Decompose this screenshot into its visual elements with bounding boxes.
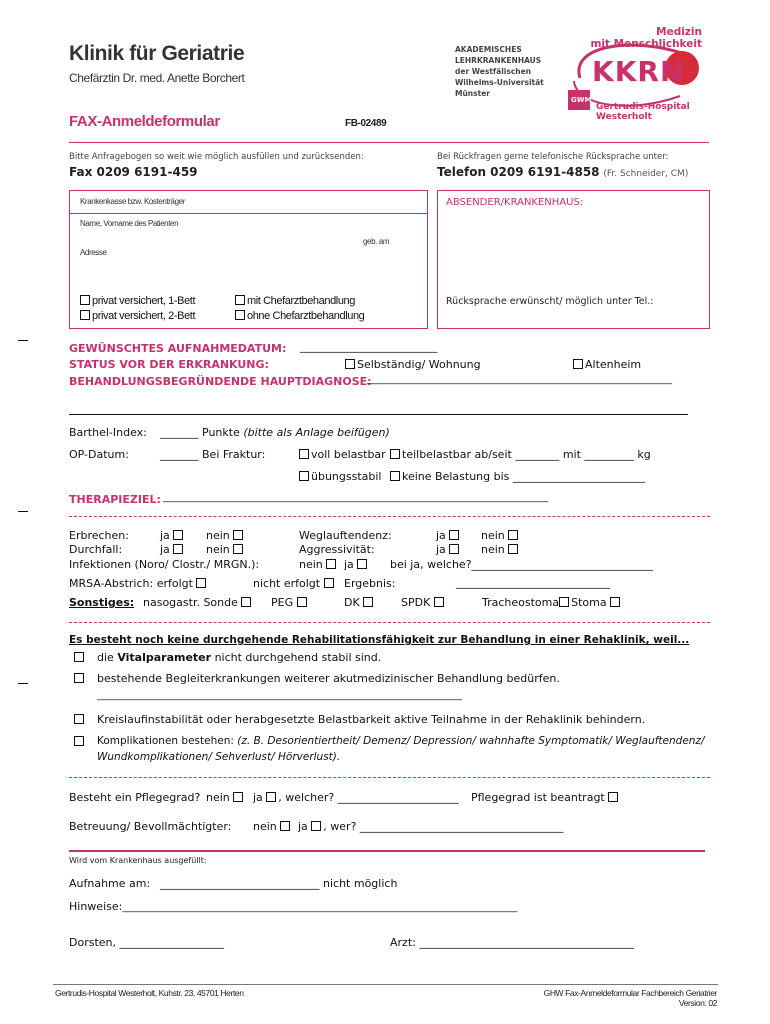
rehab-complications-text-2: Wundkomplikationen/ Sehverlust/ Hörverlust). <box>97 751 341 763</box>
fax-number: Fax 0209 6191-459 <box>69 165 198 179</box>
fill-instruction: Bitte Anfragebogen so weit wie möglich ausfüllen und zurücksenden: <box>69 152 364 162</box>
checkbox-icon[interactable] <box>449 544 459 554</box>
chief-treatment-option[interactable]: mit Chefarztbehandlung <box>235 295 355 307</box>
checkbox-icon[interactable] <box>311 821 321 831</box>
therapy-goal-label: THERAPIEZIEL: <box>69 493 161 506</box>
checkbox-icon[interactable] <box>357 559 367 569</box>
margin-mark <box>18 683 28 684</box>
checkbox-icon[interactable] <box>173 530 183 540</box>
care-grade-yes[interactable]: ja , welcher? ______________________ <box>253 791 459 804</box>
checkbox-icon[interactable] <box>345 359 355 369</box>
infection-no[interactable]: nein <box>299 558 338 571</box>
no-load-option[interactable]: keine Belastung bis ________________________ <box>390 470 645 483</box>
rehab-heading: Es besteht noch keine durchgehende Rehabilitationsfähigkeit zur Behandlung in einer Rehaklinik, weil... <box>69 634 690 646</box>
care-grade-no[interactable]: nein <box>206 791 245 804</box>
callback-label: Rücksprache erwünscht/ möglich unter Tel.: <box>446 296 654 307</box>
checkbox-icon[interactable] <box>608 792 618 802</box>
margin-mark <box>18 511 28 512</box>
dob-label: geb. am <box>363 237 390 246</box>
academic-hospital-block: AKADEMISCHES LEHRKRANKENHAUS der Westfälischen Wilhelms-Universität Münster <box>455 45 544 98</box>
checkbox-icon[interactable] <box>326 559 336 569</box>
insurer-label: Krankenkasse bzw. Kostenträger <box>80 197 185 206</box>
checkbox-icon[interactable] <box>233 792 243 802</box>
tracheostoma-option[interactable]: Tracheostoma Stoma <box>482 596 622 609</box>
form-title: FAX-Anmeldeformular <box>69 113 220 130</box>
sender-box <box>437 190 710 329</box>
phone-number: Telefon 0209 6191-4858 <box>437 165 600 179</box>
checkbox-icon[interactable] <box>434 597 444 607</box>
exercise-stable-option[interactable]: übungsstabil <box>299 470 382 483</box>
status-independent-option[interactable]: Selbständig/ Wohnung <box>345 358 481 371</box>
wandering-yes[interactable]: ja <box>436 529 461 542</box>
diarrhea-label: Durchfall: <box>69 543 123 556</box>
dk-option[interactable]: DK <box>344 596 375 609</box>
infection-which-field[interactable]: bei ja, welche?_________________________________ <box>390 558 654 571</box>
checkbox-icon[interactable] <box>266 792 276 802</box>
dashed-divider <box>69 516 710 517</box>
barthel-label: Barthel-Index: <box>69 426 147 439</box>
checkbox-icon[interactable] <box>390 471 400 481</box>
checkbox-icon[interactable] <box>610 597 620 607</box>
mrsa-result-field[interactable]: ____________________________ <box>456 576 610 589</box>
full-weight-option[interactable]: voll belastbar <box>299 448 386 461</box>
form-code: FB-02489 <box>345 118 387 129</box>
mrsa-label: MRSA-Abstrich: erfolgt <box>69 577 208 590</box>
checkbox-icon[interactable] <box>280 821 290 831</box>
checkbox-icon[interactable] <box>74 652 84 662</box>
private-2bed-option[interactable]: privat versichert, 2-Bett <box>80 310 195 322</box>
rehab-complications-text: Komplikationen bestehen: (z. B. Desorientiertheit/ Demenz/ Depression/ wahnhafte Symptomatik/ Weglauftendenz/ <box>97 735 705 747</box>
checkbox-icon[interactable] <box>80 310 90 320</box>
kkrn-logo <box>560 26 710 126</box>
vomiting-yes[interactable]: ja <box>160 529 185 542</box>
nasogastric-option[interactable]: nasogastr. Sonde <box>143 596 253 609</box>
checkbox-icon[interactable] <box>233 530 243 540</box>
diagnosis-label: BEHANDLUNGSBEGRÜNDENDE HAUPTDIAGNOSE: <box>69 375 372 388</box>
vomiting-no[interactable]: nein <box>206 529 245 542</box>
place-field[interactable]: Dorsten, ___________________ <box>69 936 225 949</box>
op-date-field[interactable]: _______ Bei Fraktur: <box>160 448 266 461</box>
aggression-no[interactable]: nein <box>481 543 520 556</box>
private-1bed-option[interactable]: privat versichert, 1-Bett <box>80 295 195 307</box>
status-label: STATUS VOR DER ERKRANKUNG: <box>69 358 269 371</box>
checkbox-icon[interactable] <box>235 310 245 320</box>
care-grade-label: Besteht ein Pflegegrad? <box>69 791 201 804</box>
checkbox-icon[interactable] <box>173 544 183 554</box>
checkbox-icon[interactable] <box>324 578 334 588</box>
rehab-complications-option[interactable] <box>74 735 86 748</box>
checkbox-icon[interactable] <box>241 597 251 607</box>
diarrhea-yes[interactable]: ja <box>160 543 185 556</box>
diagnosis-line-2[interactable] <box>69 414 688 415</box>
aggression-yes[interactable]: ja <box>436 543 461 556</box>
checkbox-icon[interactable] <box>74 673 84 683</box>
barthel-hint: (bitte als Anlage beifügen) <box>243 426 390 439</box>
checkbox-icon[interactable] <box>235 295 245 305</box>
infection-label: Infektionen (Noro/ Clostr./ MRGN.): <box>69 558 260 571</box>
diarrhea-no[interactable]: nein <box>206 543 245 556</box>
checkbox-icon[interactable] <box>299 471 309 481</box>
op-date-label: OP-Datum: <box>69 448 129 461</box>
checkbox-icon[interactable] <box>80 295 90 305</box>
chief-doctor: Chefärztin Dr. med. Anette Borchert <box>69 71 245 85</box>
checkbox-icon[interactable] <box>449 530 459 540</box>
therapy-goal-field[interactable]: _____________________________________________________________________________ <box>163 492 548 503</box>
doctor-field[interactable]: Arzt: _______________________________________ <box>390 936 634 949</box>
admission-on-label: Aufnahme am: <box>69 877 151 890</box>
guardian-label: Betreuung/ Bevollmächtigter: <box>69 820 232 833</box>
checkbox-icon[interactable] <box>74 736 84 746</box>
phone-line <box>437 165 688 179</box>
checkbox-icon[interactable] <box>363 597 373 607</box>
spdk-option[interactable]: SPDK <box>401 596 446 609</box>
checkbox-icon[interactable] <box>196 578 206 588</box>
dashed-divider <box>69 622 710 623</box>
rehab-vital-option[interactable] <box>74 651 86 664</box>
diagnosis-field[interactable]: _____________________________________________________________ <box>367 374 672 385</box>
clinic-title: Klinik für Geriatrie <box>69 42 245 65</box>
sender-title: ABSENDER/KRANKENHAUS: <box>446 197 584 208</box>
rehab-vital-text: die Vitalparameter nicht durchgehend stabil sind. <box>97 651 382 664</box>
rehab-circulation-option[interactable] <box>74 713 86 726</box>
admission-on-field[interactable]: _____________________________ nicht möglich <box>160 877 398 890</box>
guardian-yes[interactable]: ja , wer? _____________________________________ <box>298 820 564 833</box>
logo-hospital: Gertrudis-Hospital Westerholt <box>596 102 690 122</box>
vomiting-label: Erbrechen: <box>69 529 129 542</box>
checkbox-icon[interactable] <box>508 530 518 540</box>
checkbox-icon[interactable] <box>573 359 583 369</box>
partial-weight-option[interactable]: teilbelastbar ab/seit ________ mit _________ kg <box>390 448 651 461</box>
phone-contact: (Fr. Schneider, CM) <box>603 169 689 179</box>
footer-address: Gertrudis-Hospital Westerholt, Kuhstr. 23, 45701 Herten <box>55 988 244 998</box>
margin-mark <box>18 340 28 341</box>
notes-field[interactable]: Hinweise:_______________________________________________________________________________ <box>69 900 518 913</box>
no-chief-treatment-option[interactable]: ohne Chefarztbehandlung <box>235 310 364 322</box>
address-label: Adresse <box>80 248 107 257</box>
checkbox-icon[interactable] <box>559 597 569 607</box>
admission-date-label: GEWÜNSCHTES AUFNAHMEDATUM: <box>69 342 287 355</box>
infection-yes[interactable]: ja <box>344 558 369 571</box>
patient-box <box>69 190 428 329</box>
footer-form-name: GHW Fax-Anmeldeformular Fachbereich Geriatrier <box>543 988 717 998</box>
barthel-field[interactable]: _______ Punkte (bitte als Anlage beifügen) <box>160 426 390 439</box>
checkbox-icon[interactable] <box>297 597 307 607</box>
footer-version: Version: 02 <box>678 998 717 1008</box>
admission-date-field[interactable]: _________________________ <box>300 340 438 353</box>
logo-slogan: Medizin mit Menschlichkeit <box>590 26 702 50</box>
care-grade-applied-option[interactable]: Pflegegrad ist beantragt <box>471 791 620 804</box>
checkbox-icon[interactable] <box>390 449 400 459</box>
checkbox-icon[interactable] <box>508 544 518 554</box>
peg-option[interactable]: PEG <box>271 596 309 609</box>
rehab-comorbidity-text: bestehende Begleiterkrankungen weiterer akutmedizinischer Behandlung bedürfen. <box>97 672 560 685</box>
aggression-label: Aggressivität: <box>299 543 375 556</box>
other-label: Sonstiges: <box>69 596 135 609</box>
checkbox-icon[interactable] <box>299 449 309 459</box>
patient-divider <box>70 213 427 214</box>
hospital-section-divider <box>69 850 705 852</box>
rehab-comorbidity-field[interactable]: _________________________________________________________________________ <box>97 690 462 701</box>
header-divider <box>69 142 709 143</box>
patient-name-label: Name, Vorname des Patienten <box>80 219 179 228</box>
checkbox-icon[interactable] <box>233 544 243 554</box>
callback-instruction: Bei Rückfragen gerne telefonische Rücksprache unter: <box>437 152 669 162</box>
checkbox-icon[interactable] <box>74 714 84 724</box>
logo-brand: KKRN <box>592 55 685 88</box>
wandering-no[interactable]: nein <box>481 529 520 542</box>
mrsa-not-done-option[interactable]: nicht erfolgt <box>253 577 336 590</box>
rehab-comorbidity-option[interactable] <box>74 672 86 685</box>
status-nursing-home-option[interactable]: Altenheim <box>573 358 641 371</box>
wandering-label: Weglauftendenz: <box>299 529 392 542</box>
dashed-divider <box>69 777 710 778</box>
guardian-no[interactable]: nein <box>253 820 292 833</box>
hospital-fill-note: Wird vom Krankenhaus ausgefüllt: <box>69 856 207 865</box>
logo-badge: GWM <box>571 96 592 104</box>
rehab-circulation-text: Kreislaufinstabilität oder herabgesetzte Belastbarkeit aktive Teilnahme in der Rehaklinik behindern. <box>97 713 646 726</box>
footer-divider <box>53 984 718 985</box>
mrsa-result-label: Ergebnis: <box>344 577 396 590</box>
